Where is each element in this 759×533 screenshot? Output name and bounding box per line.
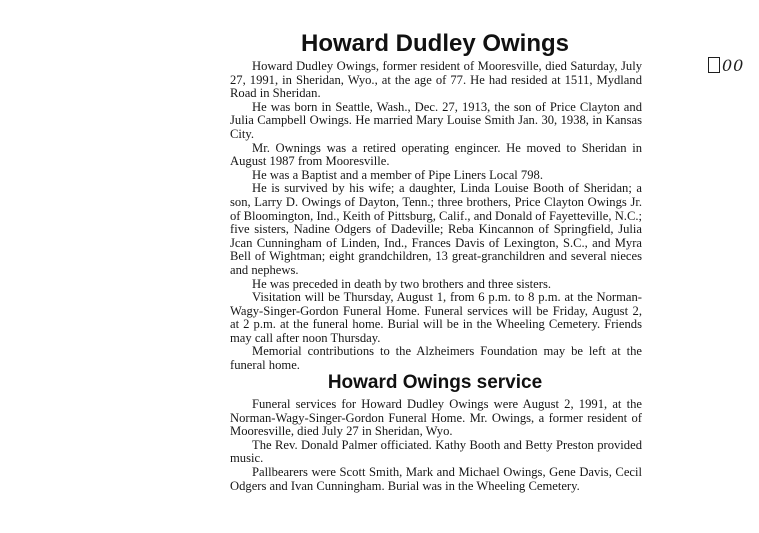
service-headline: Howard Owings service <box>327 372 543 393</box>
service-paragraph: Funeral services for Howard Dudley Owings were August 2, 1991, at the Norman-Wagy-Singer-Gordon Funeral Home. Mr. Owings, a former resident of Mooresville, died July 27 in Sheridan, Wyo. <box>230 397 642 439</box>
obituary-headline: Howard Dudley Owings <box>300 30 570 57</box>
obituary-paragraph: Mr. Ownings was a retired operating engincer. He moved to Sheridan in August 1987 from Mooresville. <box>230 140 642 169</box>
obituary-body <box>230 60 642 373</box>
obituary-paragraph: He was born in Seattle, Wash., Dec. 27, 1913, the son of Price Clayton and Julia Campbell Owings. He married Mary Louise Smith Jan. 30, 1938, in Kansas City. <box>230 99 642 141</box>
obituary-paragraph: Memorial contributions to the Alzheimers Foundation may be left at the funeral home. <box>230 344 642 373</box>
service-body <box>230 398 642 493</box>
service-paragraph: Pallbearers were Scott Smith, Mark and Michael Owings, Gene Davis, Cecil Odgers and Ivan Cunningham. Burial was in the Wheeling Cemetery. <box>230 464 642 493</box>
checkbox-mark-icon <box>708 57 720 73</box>
service-paragraph: The Rev. Donald Palmer officiated. Kathy Booth and Betty Preston provided music. <box>230 437 642 466</box>
obituary-paragraph: He is survived by his wife; a daughter, Linda Louise Booth of Sheridan; a son, Larry D. Owings of Dayton, Tenn.; three brothers, Price Clayton Owings Jr. of Bloomington, Ind., Keith of Pittsburg, Calif., and Donald of Fayetteville, N.C.; five sisters, Nadine Odgers of Dadeville; Reba Kincannon of Springfield, Julia Jcan Cunningham of Linden, Ind., Frances Davis of Lexington, S.C., and Myra Bell of Wightman; eight grandchildren, 13 great-granchildren and several nieces and nephews. <box>230 181 642 277</box>
obituary-paragraph: Visitation will be Thursday, August 1, from 6 p.m. to 8 p.m. at the Norman-Wagy-Singer-Gordon Funeral Home. Funeral services will be Friday, August 2, at 2 p.m. at the funeral home. Burial will be in the Wheeling Cemetery. Friends may call after noon Thursday. <box>230 290 642 345</box>
obituary-paragraph: Howard Dudley Owings, former resident of Mooresville, died Saturday, July 27, 1991, in Sheridan, Wyo., at the age of 77. He had resided at 1511, Mydland Road in Sheridan. <box>230 59 642 101</box>
margin-note-text: 00 <box>722 56 745 75</box>
obituary-paragraph: He was a Baptist and a member of Pipe Liners Local 798. <box>252 167 543 182</box>
obituary-paragraph: He was preceded in death by two brothers and three sisters. <box>252 276 552 291</box>
handwritten-margin-note <box>708 56 744 75</box>
